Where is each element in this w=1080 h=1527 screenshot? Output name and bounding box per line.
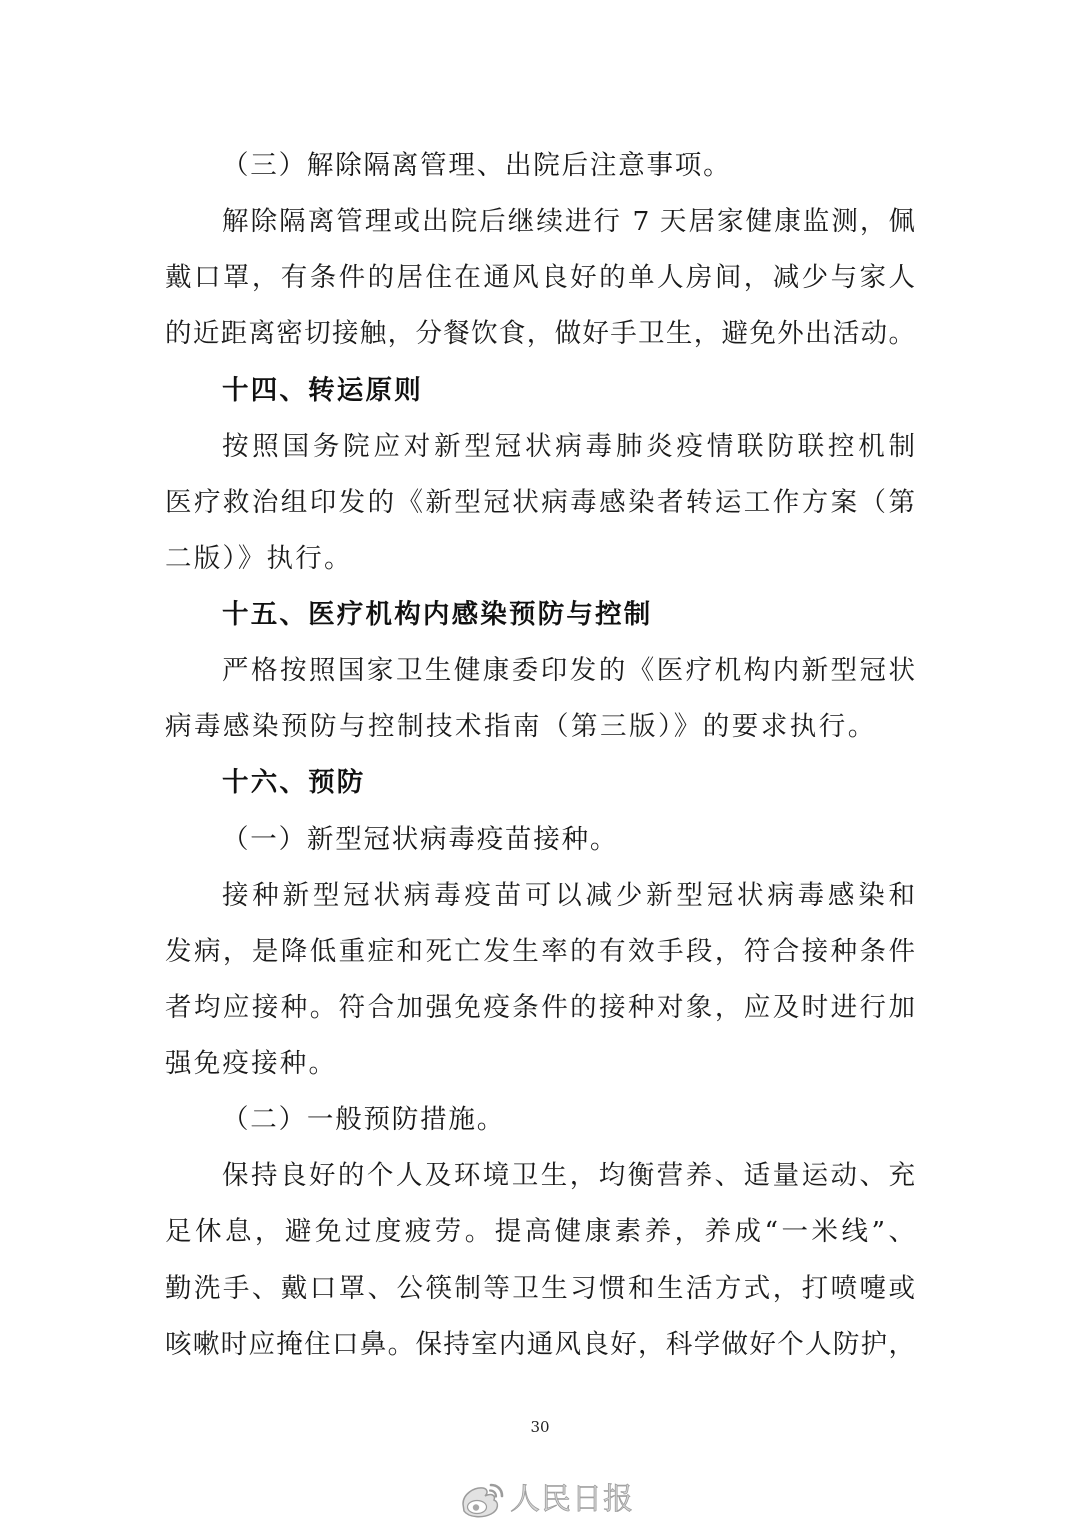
paragraph-line: 咳嗽时应掩住口鼻。保持室内通风良好，科学做好个人防护，	[165, 1328, 915, 1360]
document-body	[165, 138, 915, 1373]
paragraph-line: 医疗救治组印发的《新型冠状病毒感染者转运工作方案（第	[165, 486, 915, 518]
paragraph-line: 强免疫接种。	[165, 1048, 338, 1079]
paragraph-line: 保持良好的个人及环境卫生，均衡营养、适量运动、充	[222, 1160, 915, 1192]
watermark	[456, 1480, 634, 1520]
section-16-heading: 十六、预防	[222, 767, 366, 799]
page-number: 30	[530, 1418, 550, 1436]
section-16-1-heading: （一）新型冠状病毒疫苗接种。	[222, 823, 619, 855]
paragraph-line: 严格按照国家卫生健康委印发的《医疗机构内新型冠状	[222, 655, 915, 687]
paragraph-line: 戴口罩，有条件的居住在通风良好的单人房间，减少与家人	[165, 262, 915, 294]
section-14-heading: 十四、转运原则	[222, 374, 423, 406]
paragraph-line: 接种新型冠状病毒疫苗可以减少新型冠状病毒感染和	[222, 879, 915, 911]
paragraph-line: 按照国务院应对新型冠状病毒肺炎疫情联防联控机制	[222, 430, 915, 462]
section-13-3-heading: （三）解除隔离管理、出院后注意事项。	[222, 150, 732, 181]
paragraph-line: 勤洗手、戴口罩、公筷制等卫生习惯和生活方式，打喷嚏或	[165, 1272, 915, 1304]
weibo-logo-icon	[456, 1480, 506, 1520]
paragraph-line: 病毒感染预防与控制技术指南（第三版）》的要求执行。	[165, 711, 877, 743]
paragraph-line: 二版）》执行。	[165, 542, 353, 574]
paragraph-line: 发病，是降低重症和死亡发生率的有效手段，符合接种条件	[165, 935, 915, 967]
section-15-heading: 十五、医疗机构内感染预防与控制	[222, 599, 653, 630]
paragraph-line: 足休息，避免过度疲劳。提高健康素养，养成“一米线”、	[165, 1216, 915, 1248]
section-16-2-heading: （二）一般预防措施。	[222, 1104, 505, 1136]
paragraph-line: 解除隔离管理或出院后继续进行 7 天居家健康监测，佩	[222, 206, 915, 238]
paragraph-line: 者均应接种。符合加强免疫条件的接种对象，应及时进行加	[165, 991, 915, 1023]
paragraph-line: 的近距离密切接触，分餐饮食，做好手卫生，避免外出活动。	[165, 318, 915, 350]
watermark-text: 人民日报	[510, 1482, 634, 1517]
